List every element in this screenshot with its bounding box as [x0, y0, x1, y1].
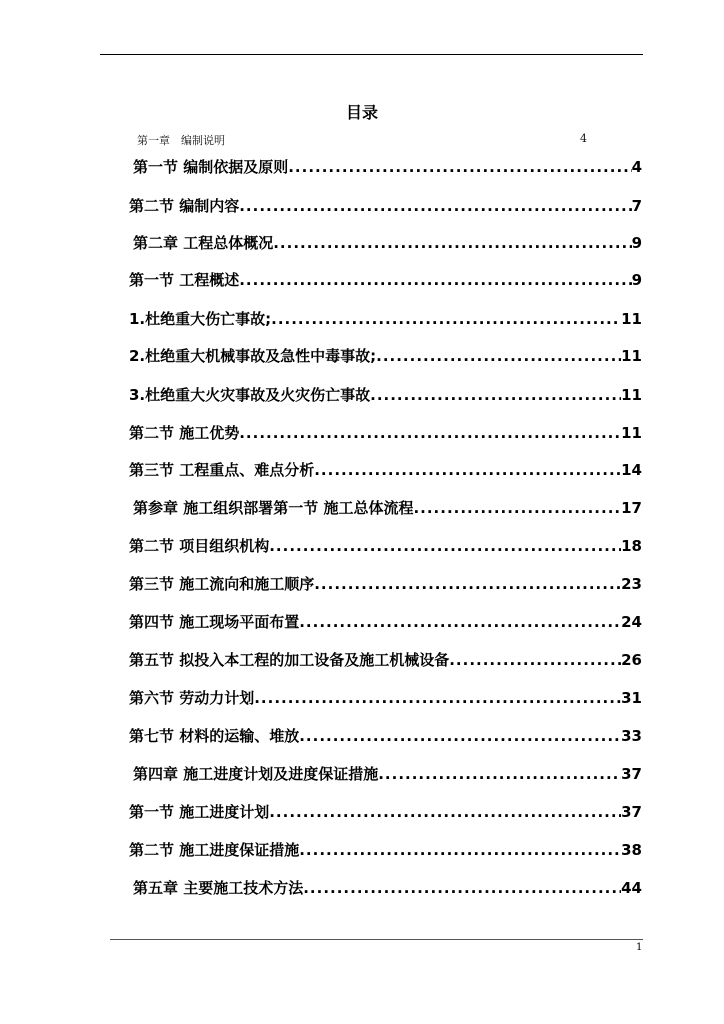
toc-first-line — [137, 132, 587, 148]
toc-entry-page: 9 — [631, 271, 642, 289]
toc-entry-page: 26 — [621, 651, 642, 669]
toc-entry[interactable] — [133, 156, 642, 178]
toc-entry-page: 37 — [621, 765, 642, 783]
toc-entry[interactable] — [129, 195, 642, 217]
toc-entry-label: 第五章 主要施工技术方法 — [133, 879, 304, 897]
toc-entry[interactable] — [129, 839, 642, 861]
toc-entry[interactable] — [129, 687, 642, 709]
toc-entry-label: 第三节 施工流向和施工顺序 — [129, 575, 315, 593]
toc-entry[interactable] — [133, 877, 642, 899]
toc-entry-page: 11 — [621, 386, 642, 404]
toc-entry-page: 4 — [631, 158, 642, 176]
toc-entry-page: 37 — [621, 803, 642, 821]
toc-entry-label: 第六节 劳动力计划 — [129, 689, 255, 707]
toc-entry-page: 44 — [621, 879, 642, 897]
toc-entry-page: 11 — [621, 310, 642, 328]
header-rule — [100, 54, 643, 55]
toc-first-line-page: 4 — [580, 132, 587, 145]
toc-entry-page: 18 — [621, 537, 642, 555]
toc-entry-label: 第一节 工程概述 — [129, 271, 240, 289]
page-title: 目录 — [345, 103, 378, 122]
toc-entry-label: 第二节 施工优势 — [129, 424, 240, 442]
toc-entry-page: 24 — [621, 613, 642, 631]
toc-entry[interactable] — [133, 232, 642, 254]
toc-entry[interactable] — [129, 384, 642, 406]
toc-first-line-label: 第一章 编制说明 — [137, 134, 225, 147]
toc-entry-page: 38 — [621, 841, 642, 859]
toc-entry-label: 第参章 施工组织部署第一节 施工总体流程 — [133, 499, 414, 517]
toc-entry-label: 1.杜绝重大伤亡事故; — [129, 310, 272, 328]
toc-entry[interactable] — [129, 801, 642, 823]
toc-entry[interactable] — [129, 422, 642, 444]
toc-entry[interactable] — [129, 649, 642, 671]
toc-entry-label: 3.杜绝重大火灾事故及火灾伤亡事故 — [129, 386, 371, 404]
toc-entry[interactable] — [129, 573, 642, 595]
toc-entry-label: 第二节 项目组织机构 — [129, 537, 270, 555]
toc-entry-label: 第三节 工程重点、难点分析 — [129, 461, 315, 479]
toc-entry-label: 第四章 施工进度计划及进度保证措施 — [133, 765, 379, 783]
toc-entry-label: 第二节 编制内容 — [129, 197, 240, 215]
toc-entry-label: 第二章 工程总体概况 — [133, 234, 274, 252]
toc-entry-page: 11 — [621, 347, 642, 365]
toc-entry-page: 23 — [621, 575, 642, 593]
toc-entry-label: 第一节 编制依据及原则 — [133, 158, 289, 176]
toc-entry[interactable] — [129, 345, 642, 367]
toc-entry[interactable] — [129, 535, 642, 557]
toc-entry-page: 33 — [621, 727, 642, 745]
page-number: 1 — [636, 942, 643, 953]
toc-entry[interactable] — [129, 459, 642, 481]
toc-entry[interactable] — [129, 725, 642, 747]
toc-entry-page: 17 — [621, 499, 642, 517]
toc-entry[interactable] — [133, 497, 642, 519]
toc-entry[interactable] — [129, 611, 642, 633]
footer-rule — [110, 939, 643, 940]
toc-entry-label: 2.杜绝重大机械事故及急性中毒事故; — [129, 347, 377, 365]
toc-entry[interactable] — [129, 308, 642, 330]
toc-entry-label: 第二节 施工进度保证措施 — [129, 841, 300, 859]
toc-entry[interactable] — [129, 269, 642, 291]
toc-entry-label: 第一节 施工进度计划 — [129, 803, 270, 821]
toc-entry-label: 第四节 施工现场平面布置 — [129, 613, 300, 631]
toc-entry-page: 31 — [621, 689, 642, 707]
toc-entry[interactable] — [133, 763, 642, 785]
toc-entry-label: 第七节 材料的运输、堆放 — [129, 727, 300, 745]
toc-entry-page: 9 — [631, 234, 642, 252]
toc-entry-page: 11 — [621, 424, 642, 442]
toc-entry-page: 14 — [621, 461, 642, 479]
toc-entry-label: 第五节 拟投入本工程的加工设备及施工机械设备 — [129, 651, 450, 669]
toc-entry-page: 7 — [631, 197, 642, 215]
